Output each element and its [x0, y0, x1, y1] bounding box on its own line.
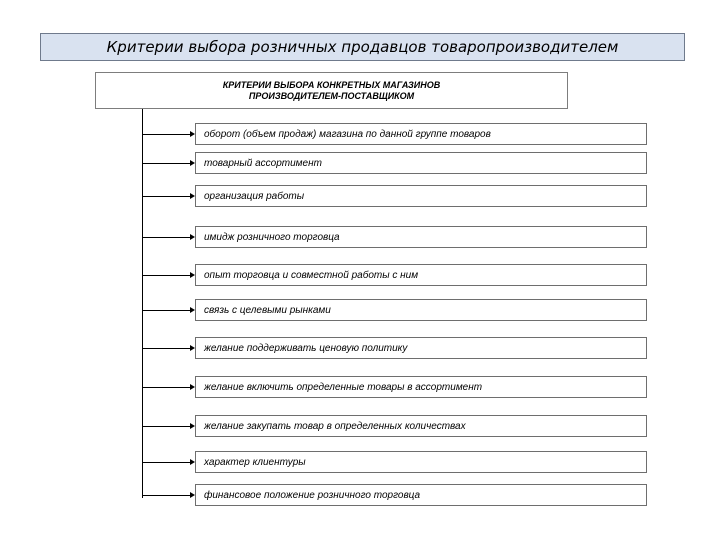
criterion-box	[195, 376, 647, 398]
connector-line	[142, 196, 190, 197]
criteria-header-line-2: ПРОИЗВОДИТЕЛЕМ-ПОСТАВЩИКОМ	[248, 90, 415, 101]
connector-line	[142, 387, 190, 388]
criterion-label: желание включить определенные товары в ассортимент	[204, 381, 483, 393]
connector-line	[142, 134, 190, 135]
criteria-header-line-1: КРИТЕРИИ ВЫБОРА КОНКРЕТНЫХ МАГАЗИНОВ	[222, 79, 441, 90]
criterion-label: связь с целевыми рынками	[204, 304, 331, 316]
criterion-label: опыт торговца и совместной работы с ним	[204, 269, 419, 281]
criterion-label: организация работы	[204, 190, 305, 202]
connector-spine	[142, 109, 143, 498]
connector-line	[142, 462, 190, 463]
criterion-label: оборот (объем продаж) магазина по данной группе товаров	[204, 128, 491, 140]
criterion-box	[195, 123, 647, 145]
connector-line	[142, 275, 190, 276]
connector-line	[142, 163, 190, 164]
criterion-label: финансовое положение розничного торговца	[204, 489, 421, 501]
connector-line	[142, 348, 190, 349]
criterion-label: товарный ассортимент	[204, 157, 322, 169]
criterion-label: характер клиентуры	[204, 456, 306, 468]
criterion-box	[195, 415, 647, 437]
criteria-header-box	[95, 72, 568, 109]
connector-line	[142, 310, 190, 311]
connector-line	[142, 495, 190, 496]
criterion-box	[195, 226, 647, 248]
diagram-title-text: Критерии выбора розничных продавцов товаропроизводителем	[106, 38, 619, 56]
criterion-box	[195, 264, 647, 286]
connector-line	[142, 237, 190, 238]
connector-line	[142, 426, 190, 427]
criterion-box	[195, 337, 647, 359]
criterion-box	[195, 185, 647, 207]
criterion-label: имидж розничного торговца	[204, 231, 340, 243]
criterion-box	[195, 152, 647, 174]
criterion-box	[195, 451, 647, 473]
criterion-label: желание закупать товар в определенных количествах	[204, 420, 466, 432]
criterion-box	[195, 299, 647, 321]
criterion-label: желание поддерживать ценовую политику	[204, 342, 408, 354]
criterion-box	[195, 484, 647, 506]
diagram-title	[40, 33, 685, 61]
